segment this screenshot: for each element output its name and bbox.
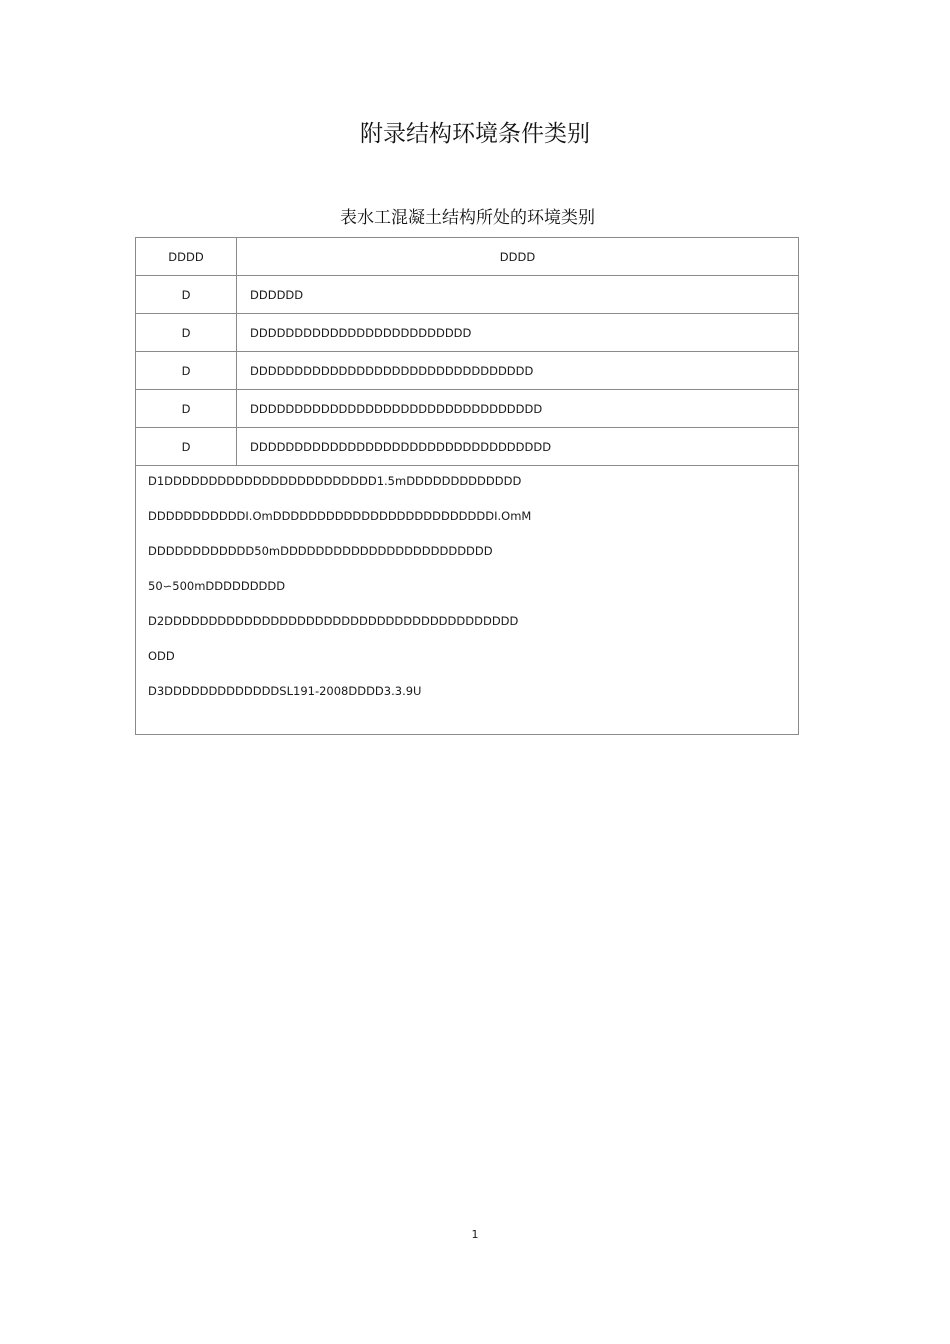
environment-category-table [135, 237, 799, 735]
note-line: 50∽500mDDDDDDDDD [148, 579, 286, 593]
header-category: DDDD [136, 238, 237, 276]
note-line: D1DDDDDDDDDDDDDDDDDDDDDDDD1.5mDDDDDDDDDDDDD [148, 474, 522, 488]
note-line: D3DDDDDDDDDDDDDSL191-2008DDDD3.3.9U [148, 684, 422, 698]
notes-cell [136, 466, 799, 735]
table-row [136, 276, 799, 314]
row-description: DDDDDDDDDDDDDDDDDDDDDDDDDDDDDDDDDD [237, 428, 799, 466]
row-description: DDDDDDDDDDDDDDDDDDDDDDDDDDDDDDDDD [237, 390, 799, 428]
note-line: D2DDDDDDDDDDDDDDDDDDDDDDDDDDDDDDDDDDDDDDDD [148, 614, 519, 628]
note-line: ODD [148, 649, 175, 663]
table-row [136, 314, 799, 352]
row-description: DDDDDDDDDDDDDDDDDDDDDDDDDDDDDDDD [237, 352, 799, 390]
page-title: 附录结构环境条件类别 [360, 121, 590, 147]
page-number: 1 [471, 1228, 479, 1241]
row-category: D [136, 276, 237, 314]
note-line: DDDDDDDDDDDI.OmDDDDDDDDDDDDDDDDDDDDDDDDDI.OmM [148, 509, 532, 523]
row-description: DDDDDDDDDDDDDDDDDDDDDDDDD [237, 314, 799, 352]
table-caption: 表水工混凝土结构所处的环境类别 [340, 208, 595, 228]
row-category: D [136, 428, 237, 466]
table-row [136, 428, 799, 466]
table-row [136, 390, 799, 428]
row-category: D [136, 390, 237, 428]
table-row [136, 352, 799, 390]
row-category: D [136, 314, 237, 352]
row-description: DDDDDD [237, 276, 799, 314]
table-header-row [136, 238, 799, 276]
row-category: D [136, 352, 237, 390]
header-description: DDDD [237, 238, 799, 276]
note-line: DDDDDDDDDDDD50mDDDDDDDDDDDDDDDDDDDDDDDD [148, 544, 493, 558]
notes-row [136, 466, 799, 735]
